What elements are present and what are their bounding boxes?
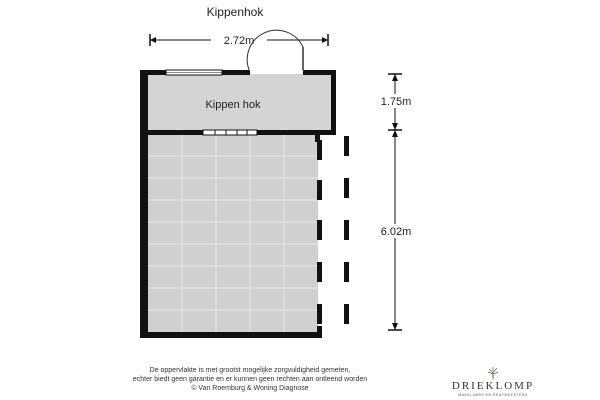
top-wall-left [140, 70, 166, 75]
top-wall-middle [222, 70, 250, 75]
left-wall [140, 70, 148, 338]
divider-wall-right [257, 130, 336, 135]
disclaimer-line-2: echter biedt geen garantie en er kunnen geen rechten aan ontleend worden [132, 376, 368, 383]
top-wall-right [303, 70, 335, 75]
disclaimer [90, 366, 410, 393]
divider-wall-left [140, 130, 203, 135]
fence-dashed-line [315, 134, 349, 338]
tree-logo-icon [485, 366, 501, 380]
upper-height-label: 1.75m [380, 96, 412, 108]
plan-title: Kippenhok [206, 5, 264, 19]
lower-height-label: 6.02m [380, 226, 412, 238]
right-wall-upper [331, 70, 336, 134]
divider-opening [203, 130, 257, 135]
brand-logo-block [418, 366, 568, 398]
disclaimer-line-3: © Van Roemburg & Woning Diagnose [191, 385, 309, 392]
disclaimer-line-1: De oppervlakte is met grootst mogelijke zorgvuldigheid gemeten, [149, 367, 351, 374]
brand-tagline: MAKELAARS EN RENTMEESTERS [458, 393, 528, 397]
outdoor-run-area [148, 134, 318, 336]
width-dimension [150, 33, 328, 47]
brand-name: DRIEKLOMP [451, 380, 535, 392]
height-dimension [372, 74, 420, 330]
run-floor [148, 134, 318, 336]
width-dimension-label: 2.72m [223, 35, 255, 47]
room-label: Kippen hok [205, 99, 261, 111]
room-kippen-hok [148, 74, 331, 132]
bottom-wall [140, 332, 320, 338]
